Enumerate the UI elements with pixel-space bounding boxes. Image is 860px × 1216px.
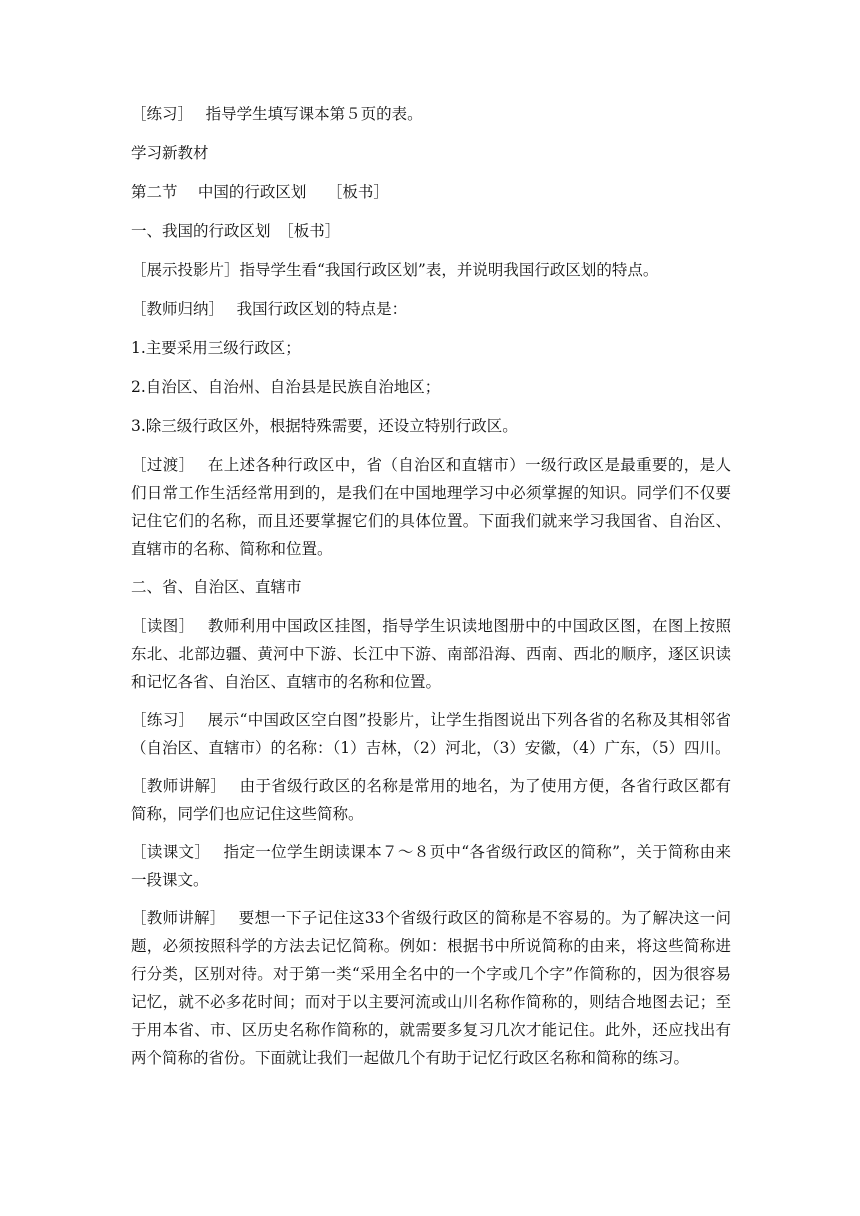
- feature-item-1: 1.主要采用三级行政区；: [131, 339, 301, 357]
- subsection-two-title: 二、省、自治区、直辖市: [131, 578, 302, 596]
- projection-instruction: ［展示投影片］指导学生看“我国行政区划”表，并说明我国行政区划的特点。: [131, 261, 659, 279]
- exercise-fill-table: ［练习］ 指导学生填写课本第５页的表。: [131, 105, 423, 123]
- subsection-one-title: 一、我国的行政区划 ［板书］: [131, 222, 341, 240]
- section-title: 第二节 中国的行政区划 ［板书］: [131, 183, 389, 201]
- feature-item-3: 3.除三级行政区外，根据特殊需要，还设立特别行政区。: [131, 417, 518, 435]
- exercise-blank-map-paragraph: ［练习］ 展示“中国政区空白图”投影片，让学生指图说出下列各省的名称及其相邻省（自治区、直辖市）的名称：（1）吉林，（2）河北，（3）安徽，（4）广东，（5）四川。: [131, 711, 731, 757]
- map-reading-paragraph: ［读图］ 教师利用中国政区挂图，指导学生识读地图册中的中国政区图，在图上按照东北、北部边疆、黄河中下游、长江中下游、南部沿海、西南、西北的顺序，逐区识读和记忆各省、自治区、直辖市的名称和位置。: [131, 617, 731, 691]
- teacher-explain-method: ［教师讲解］ 要想一下子记住这33个省级行政区的简称是不容易的。为了解决这一问题，必须按照科学的方法去记忆简称。例如：根据书中所说简称的由来，将这些简称进行分类，区别对待。对于第一类“采用全名中的一个字或几个字”作简称的，因为很容易记忆，就不必多花时间；而对于以主要河流或山川名称作简称的，则结合地图去记；至于用本省、市、区历史名称作简称的，就需要多复习几次才能记住。此外，还应找出有两个简称的省份。下面就让我们一起做几个有助于记忆行政区名称和简称的练习。: [131, 909, 731, 1067]
- teacher-summary: ［教师归纳］ 我国行政区划的特点是：: [131, 300, 408, 318]
- new-material-heading: 学习新教材: [131, 144, 209, 162]
- teacher-explain-abbrev: ［教师讲解］ 由于省级行政区的名称是常用的地名，为了使用方便，各省行政区都有简称，同学们也应记住这些简称。: [131, 777, 731, 823]
- document-page: [131, 100, 731, 1082]
- transition-paragraph: ［过渡］ 在上述各种行政区中，省（自治区和直辖市）一级行政区是最重要的，是人们日常工作生活经常用到的，是我们在中国地理学习中必须掌握的知识。同学们不仅要记住它们的名称，而且还要掌握它们的具体位置。下面我们就来学习我国省、自治区、直辖市的名称、简称和位置。: [131, 456, 731, 558]
- read-text-paragraph: ［读课文］ 指定一位学生朗读课本７～８页中“各省级行政区的简称”，关于简称由来一段课文。: [131, 843, 731, 889]
- feature-item-2: 2.自治区、自治州、自治县是民族自治地区；: [131, 378, 441, 396]
